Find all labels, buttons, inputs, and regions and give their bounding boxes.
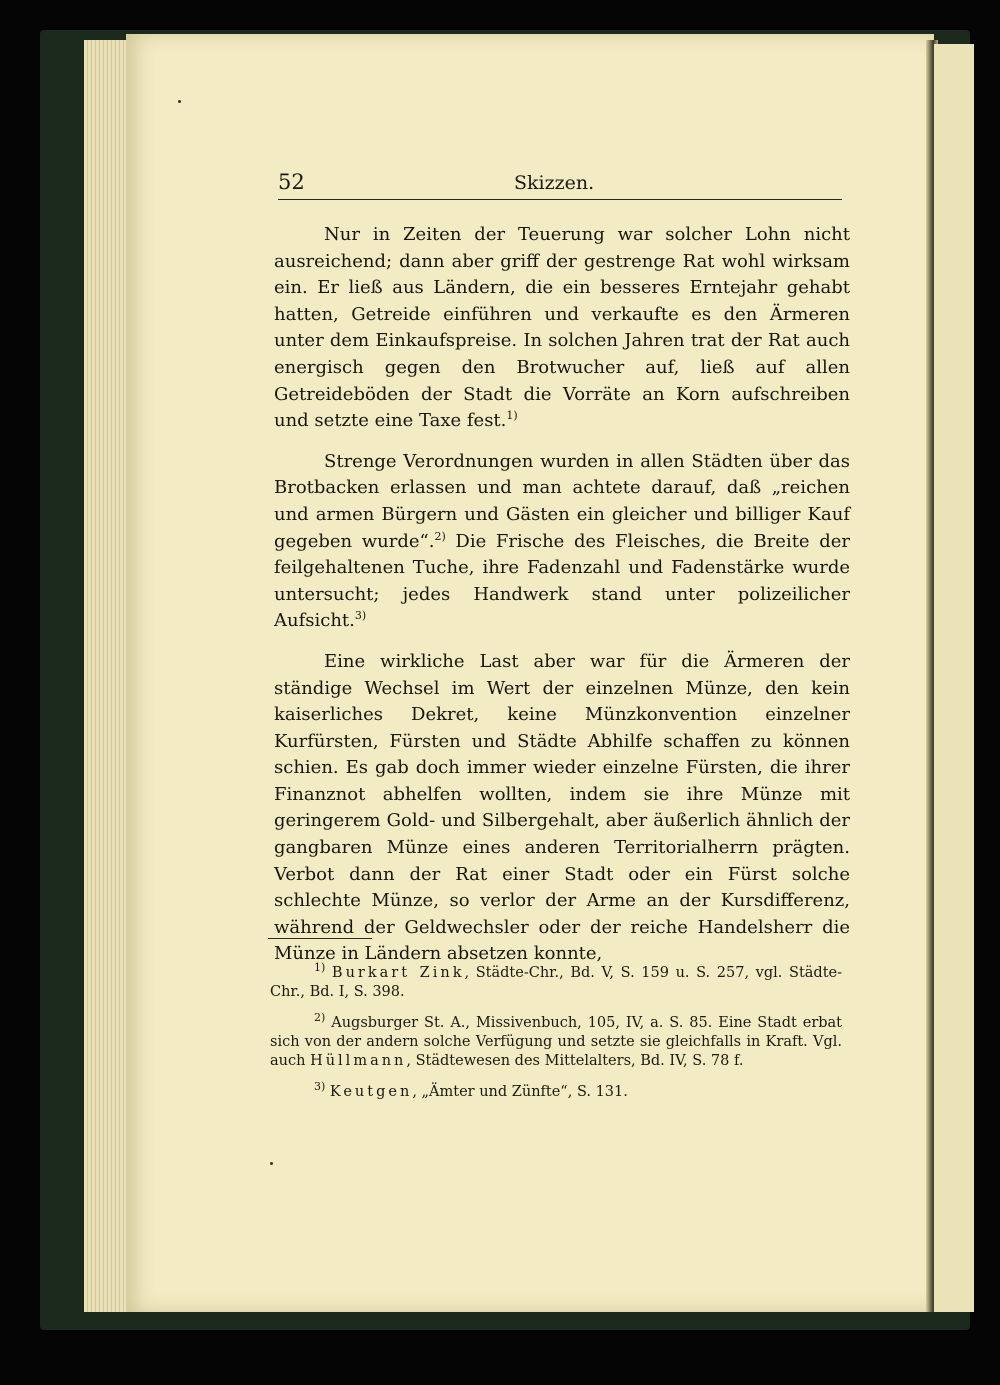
footnote-author: Burkart Zink <box>331 965 465 981</box>
footnote-ref-3: 3) <box>354 609 367 623</box>
body-text <box>274 222 850 982</box>
paragraph-1 <box>274 222 850 435</box>
footnote-text: , Städte-Chr., Bd. V, S. 159 u. S. 257, vgl. Städte-Chr., Bd. I, S. 398. <box>270 965 843 1000</box>
footnote-author: Hüllmann <box>310 1053 407 1069</box>
footnote-ref-1: 1) <box>506 409 518 423</box>
page-header <box>278 170 842 198</box>
footnote-ref-2: 2) <box>434 529 446 543</box>
page-number: 52 <box>278 170 305 194</box>
footnote-text: , Städtewesen des Mittelalters, Bd. IV, S. 78 f. <box>406 1053 744 1069</box>
paragraph-3-text: Eine wirkliche Last aber war für die Ärmeren der ständige Wechsel im Wert der einzelnen Münze, den kein kaiserliches Dekret, keine Münzkonvention einzelner Kurfürsten, Fürsten und Städte Abhilfe schaffen zu können schien. Es gab doch immer wieder einzelne Fürsten, die ihrer Finanznot abhelfen wollten, indem sie ihre Münze mit geringerem Gold- und Silbergehalt, aber äußerlich ähnlich der gangbaren Münze eines anderen Territorialherrn prägten. Verbot dann der Rat einer Stadt oder ein Fürst solche schlechte Münze, so verlor der Arme an der Kursdifferenz, während der Geldwechsler oder der reiche Handelsherr die Münze in Ländern absetzen konnte, <box>274 650 850 965</box>
footnote-mark: 1) <box>314 961 326 975</box>
footnote-2 <box>270 1011 843 1071</box>
footnote-text: Augsburger St. A., Missivenbuch, 105, IV, a. S. 85. Eine Stadt erbat sich von der andern solche Verfügung und setzte sie gleichfalls in Kraft. Vgl. auch <box>270 1015 843 1069</box>
footnote-author: Keutgen <box>329 1084 413 1100</box>
paragraph-2 <box>274 449 850 635</box>
facing-page-edge <box>934 44 974 1312</box>
paper-speck <box>178 100 181 103</box>
footnote-3 <box>270 1080 842 1102</box>
page-edges <box>84 40 128 1312</box>
paper-speck <box>270 1162 273 1165</box>
header-rule <box>278 199 842 200</box>
footnote-text: , „Ämter und Zünfte“, S. 131. <box>412 1084 628 1100</box>
running-title: Skizzen. <box>514 172 595 194</box>
footnote-1 <box>270 961 843 1002</box>
footnote-mark: 2) <box>314 1011 326 1025</box>
paragraph-2-text-b: Die Frische des Fleisches, die Breite der feilgehaltenen Tuche, ihre Fadenzahl und Fadenstärke wurde untersucht; jedes Handwerk stand unter polizeilicher Aufsicht. <box>274 530 851 632</box>
footnotes <box>270 961 843 1114</box>
footnote-rule <box>268 938 372 939</box>
paragraph-2-text-a: Strenge Verordnungen wurden in allen Städten über das Brotbacken erlassen und man achtete darauf, daß „reichen und armen Bürgern und Gästen ein gleicher und billiger Kauf gegeben wurde“. <box>274 450 850 552</box>
paragraph-1-text: Nur in Zeiten der Teuerung war solcher Lohn nicht ausreichend; dann aber griff der gestrenge Rat wohl wirksam ein. Er ließ aus Ländern, die ein besseres Erntejahr gehabt hatten, Getreide einführen und verkaufte es den Ärmeren unter dem Einkaufspreise. In solchen Jahren trat der Rat auch energisch gegen den Brotwucher auf, ließ auf allen Getreideböden der Stadt die Vorräte an Korn aufschreiben und setzte eine Taxe fest. <box>274 224 850 432</box>
paragraph-3 <box>274 649 850 968</box>
footnote-mark: 3) <box>314 1080 326 1094</box>
